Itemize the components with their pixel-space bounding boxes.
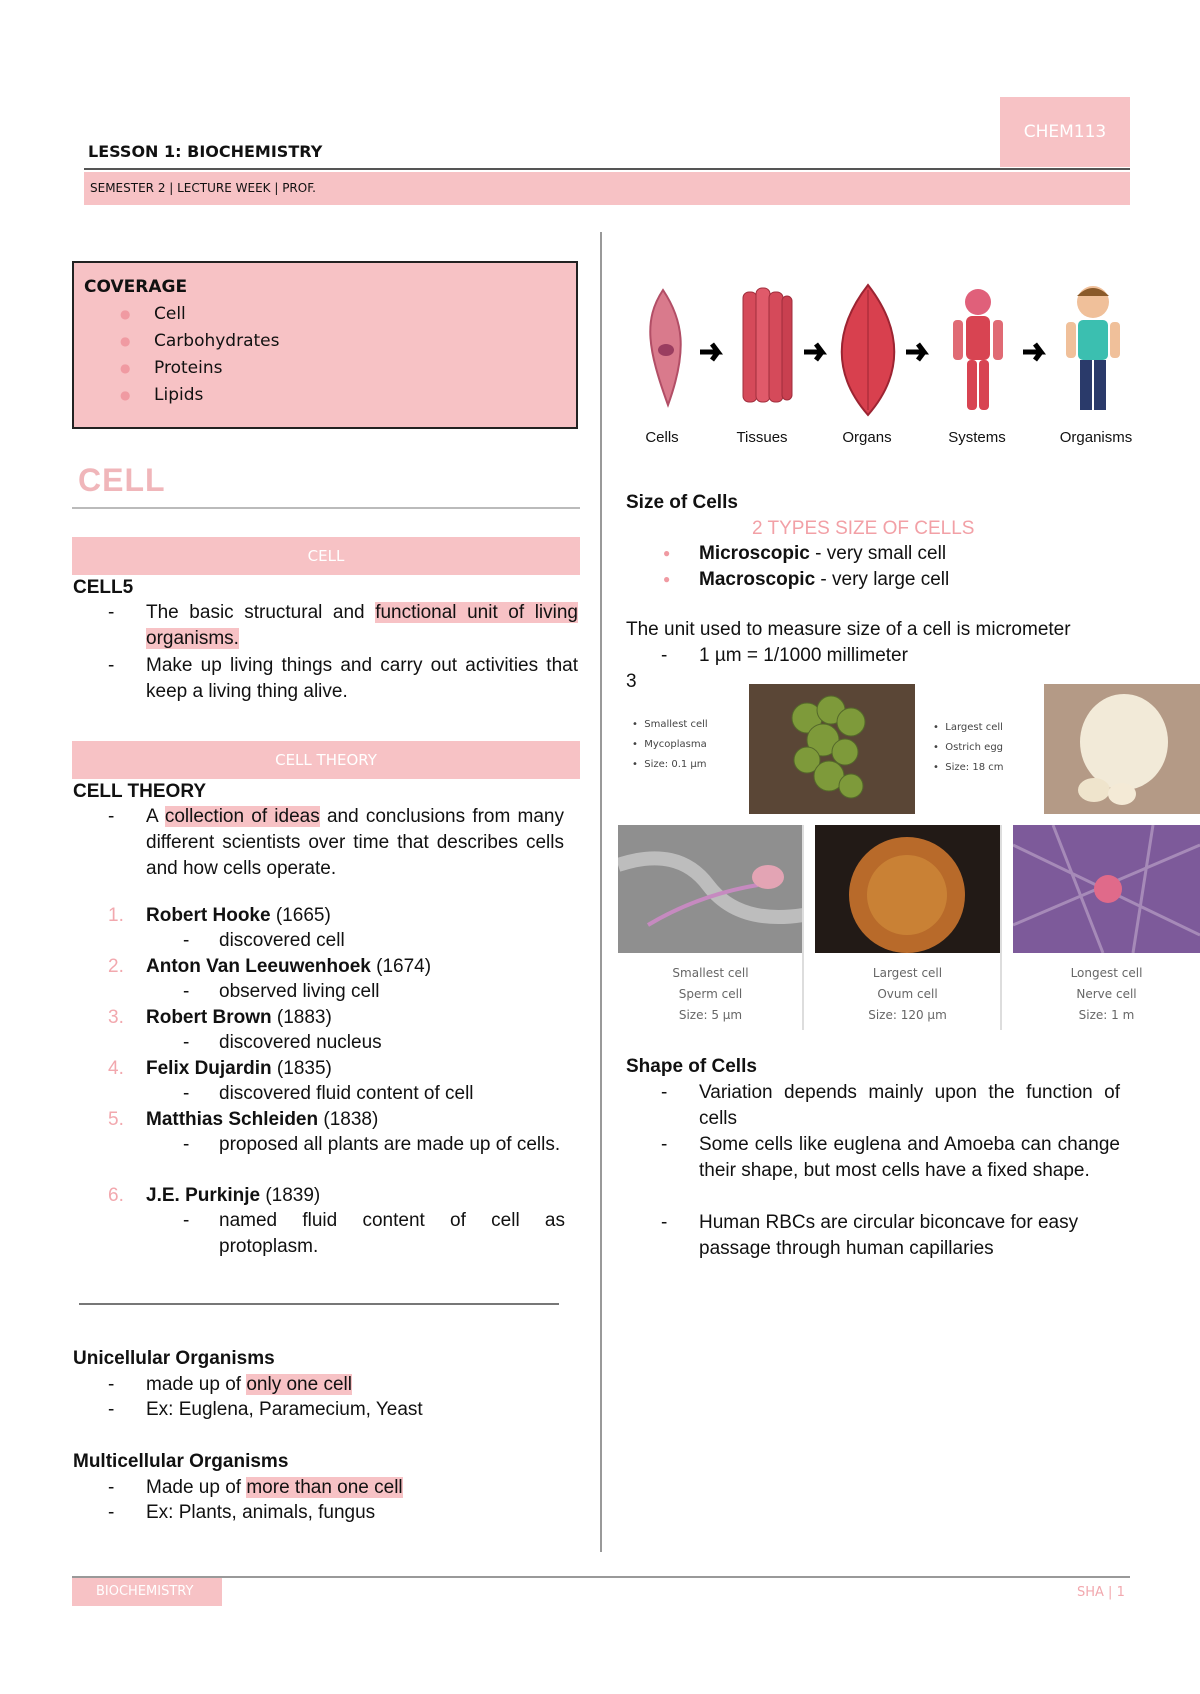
scientist-name <box>146 1056 332 1082</box>
arrow-icon <box>1023 344 1041 360</box>
caption-line: Size: 120 µm <box>868 1008 947 1022</box>
gallery-caption-ovum <box>815 963 1000 1026</box>
size-title: Size of Cells <box>626 492 738 513</box>
name: Robert Hooke <box>146 905 271 926</box>
gallery-caption-nerve <box>1013 963 1200 1026</box>
lesson-title: LESSON 1: BIOCHEMISTRY <box>88 142 323 161</box>
unicellular-examples: Ex: Euglena, Paramecium, Yeast <box>146 1399 423 1420</box>
cell-definition <box>146 600 578 652</box>
scientist-name <box>146 903 331 929</box>
name: Matthias Schleiden <box>146 1109 319 1130</box>
label-line: • Smallest cell <box>632 719 708 730</box>
coverage-list <box>84 301 566 409</box>
ovum-cell-image <box>815 825 1000 953</box>
dash: - <box>183 1210 190 1231</box>
name: Anton Van Leeuwenhoek <box>146 956 371 977</box>
band-cell: CELL <box>72 537 580 575</box>
semester-line: SEMESTER 2 | LECTURE WEEK | PROF. <box>84 172 1130 205</box>
scientist-name <box>146 1183 320 1209</box>
label-line: • Largest cell <box>933 722 1003 733</box>
unit-line: The unit used to measure size of a cell is micrometer <box>626 619 1071 640</box>
list-number: 6. <box>108 1185 124 1206</box>
year: (1835) <box>271 1058 332 1079</box>
scientist-name <box>146 954 431 980</box>
band-cell-theory: CELL THEORY <box>72 741 580 779</box>
section-heading-cell: CELL <box>78 462 166 498</box>
dash: - <box>661 1082 668 1103</box>
types-heading: 2 TYPES SIZE OF CELLS <box>752 518 975 539</box>
scientist-name <box>146 1107 378 1133</box>
dash: - <box>108 1374 115 1395</box>
largest-cell-labels <box>933 718 1003 778</box>
caption-line: Nerve cell <box>1076 987 1137 1001</box>
sperm-cell-image <box>618 825 803 953</box>
multicellular-def <box>146 1475 403 1501</box>
text: A <box>146 806 165 827</box>
arrow-icon <box>700 344 718 360</box>
arrow-icon <box>906 344 924 360</box>
shape-item: Some cells like euglena and Amoeba can change their shape, but most cells have a fixed shape. <box>699 1134 1120 1181</box>
type-macroscopic <box>699 567 949 593</box>
divider-rule <box>79 1303 559 1305</box>
scientist-note: discovered fluid content of cell <box>219 1083 474 1104</box>
dash: - <box>108 602 115 623</box>
shape-title: Shape of Cells <box>626 1056 757 1077</box>
subheading-cell5: CELL5 <box>73 577 134 598</box>
unicellular-def <box>146 1372 352 1398</box>
label-line: • Size: 18 cm <box>933 762 1004 773</box>
header-rule <box>84 168 1130 170</box>
scientist-note: named fluid content of cell as protoplasm. <box>219 1210 565 1257</box>
caption-line: Ovum cell <box>877 987 938 1001</box>
scientist-name <box>146 1005 332 1031</box>
unit-definition: 1 µm = 1/1000 millimeter <box>699 645 908 666</box>
term: Macroscopic <box>699 569 816 590</box>
stray-number: 3 <box>626 671 637 692</box>
text: and conclusions from many different scientists over time that describes cells and how cells operate. <box>146 806 564 879</box>
highlight: only one cell <box>246 1374 352 1395</box>
highlight: collection of ideas <box>164 806 320 827</box>
dash: - <box>183 930 190 951</box>
cell-theory-definition <box>146 804 564 882</box>
tissue-illustration <box>743 288 792 402</box>
section-rule <box>72 507 580 509</box>
shape-item: Human RBCs are circular biconcave for easy passage through human capillaries <box>699 1212 1079 1259</box>
list-number: 5. <box>108 1109 124 1130</box>
label-line: • Mycoplasma <box>632 739 707 750</box>
system-illustration <box>953 289 1003 410</box>
dash: - <box>183 1032 190 1053</box>
text: made up of <box>146 1374 247 1395</box>
multicellular-title: Multicellular Organisms <box>73 1451 289 1472</box>
dash: - <box>108 1399 115 1420</box>
organism-illustration <box>1066 286 1120 410</box>
hierarchy-figure <box>628 280 1138 420</box>
desc: - very small cell <box>809 543 947 564</box>
caption-line: Size: 1 m <box>1078 1008 1135 1022</box>
caption-line: Smallest cell <box>672 966 749 980</box>
highlight: more than one cell <box>246 1477 403 1498</box>
term: Microscopic <box>699 543 810 564</box>
gallery-caption-sperm <box>618 963 803 1026</box>
scientist-note: proposed all plants are made up of cells. <box>219 1134 561 1155</box>
hierarchy-label: Systems <box>948 429 1006 446</box>
footer-rule <box>72 1576 1130 1578</box>
hierarchy-label: Organisms <box>1059 429 1133 446</box>
scientist-note: discovered cell <box>219 930 345 951</box>
cell-definition-text: The basic structural and <box>146 602 376 623</box>
arrow-icon <box>804 344 822 360</box>
coverage-item: ● Proteins <box>154 355 566 382</box>
hierarchy-label: Tissues <box>736 429 788 446</box>
year: (1839) <box>260 1185 321 1206</box>
course-code-tag: CHEM113 <box>1000 97 1130 167</box>
shape-item: Variation depends mainly upon the function of cells <box>699 1082 1120 1129</box>
list-number: 1. <box>108 905 124 926</box>
label-line: • Size: 0.1 µm <box>632 759 707 770</box>
name: Robert Brown <box>146 1007 272 1028</box>
text: Made up of <box>146 1477 247 1498</box>
cell-illustration <box>650 290 680 405</box>
caption-line: Longest cell <box>1070 966 1143 980</box>
desc: - very large cell <box>815 569 950 590</box>
footer-subject: BIOCHEMISTRY <box>72 1578 222 1606</box>
dash: - <box>108 806 115 827</box>
type-microscopic <box>699 541 946 567</box>
subheading-cell-theory: CELL THEORY <box>73 781 207 802</box>
hierarchy-label: Cells <box>645 429 679 446</box>
list-number: 4. <box>108 1058 124 1079</box>
caption-line: Sperm cell <box>678 987 743 1001</box>
scientist-note: observed living cell <box>219 981 380 1002</box>
dash: - <box>183 1134 190 1155</box>
dash: - <box>108 1502 115 1523</box>
scientist-note: discovered nucleus <box>219 1032 382 1053</box>
coverage-title: COVERAGE <box>84 277 188 297</box>
ostrich-egg-image <box>1044 684 1200 814</box>
caption-line: Size: 5 µm <box>678 1008 743 1022</box>
gallery-divider <box>1000 825 1002 1030</box>
unicellular-title: Unicellular Organisms <box>73 1348 275 1369</box>
list-number: 2. <box>108 956 124 977</box>
multicellular-examples: Ex: Plants, animals, fungus <box>146 1502 376 1523</box>
nerve-cell-image <box>1013 825 1200 953</box>
bullet-icon: ● <box>663 546 671 560</box>
dash: - <box>108 1477 115 1498</box>
year: (1838) <box>318 1109 379 1130</box>
smallest-cell-labels <box>632 715 708 775</box>
hierarchy-label: Organs <box>842 429 892 446</box>
year: (1665) <box>270 905 331 926</box>
dash: - <box>183 981 190 1002</box>
mycoplasma-image <box>749 684 915 814</box>
bullet-icon: ● <box>663 572 671 586</box>
dash: - <box>108 655 115 676</box>
coverage-item: ● Carbohydrates <box>154 328 566 355</box>
cell-function: Make up living things and carry out activities that keep a living thing alive. <box>146 655 578 702</box>
footer-page: SHA | 1 <box>1077 1585 1125 1600</box>
coverage-box <box>72 261 578 429</box>
coverage-item: ● Lipids <box>154 382 566 409</box>
list-number: 3. <box>108 1007 124 1028</box>
highlight: functional unit of living organisms. <box>146 602 578 649</box>
year: (1674) <box>370 956 432 977</box>
name: J.E. Purkinje <box>146 1185 261 1206</box>
dash: - <box>661 1134 668 1155</box>
organ-illustration <box>842 285 895 415</box>
label-line: • Ostrich egg <box>933 742 1004 753</box>
coverage-item: ● Cell <box>154 301 566 328</box>
name: Felix Dujardin <box>146 1058 272 1079</box>
caption-line: Largest cell <box>872 966 943 980</box>
dash: - <box>183 1083 190 1104</box>
dash: - <box>661 1212 668 1233</box>
dash: - <box>661 645 668 666</box>
year: (1883) <box>271 1007 332 1028</box>
